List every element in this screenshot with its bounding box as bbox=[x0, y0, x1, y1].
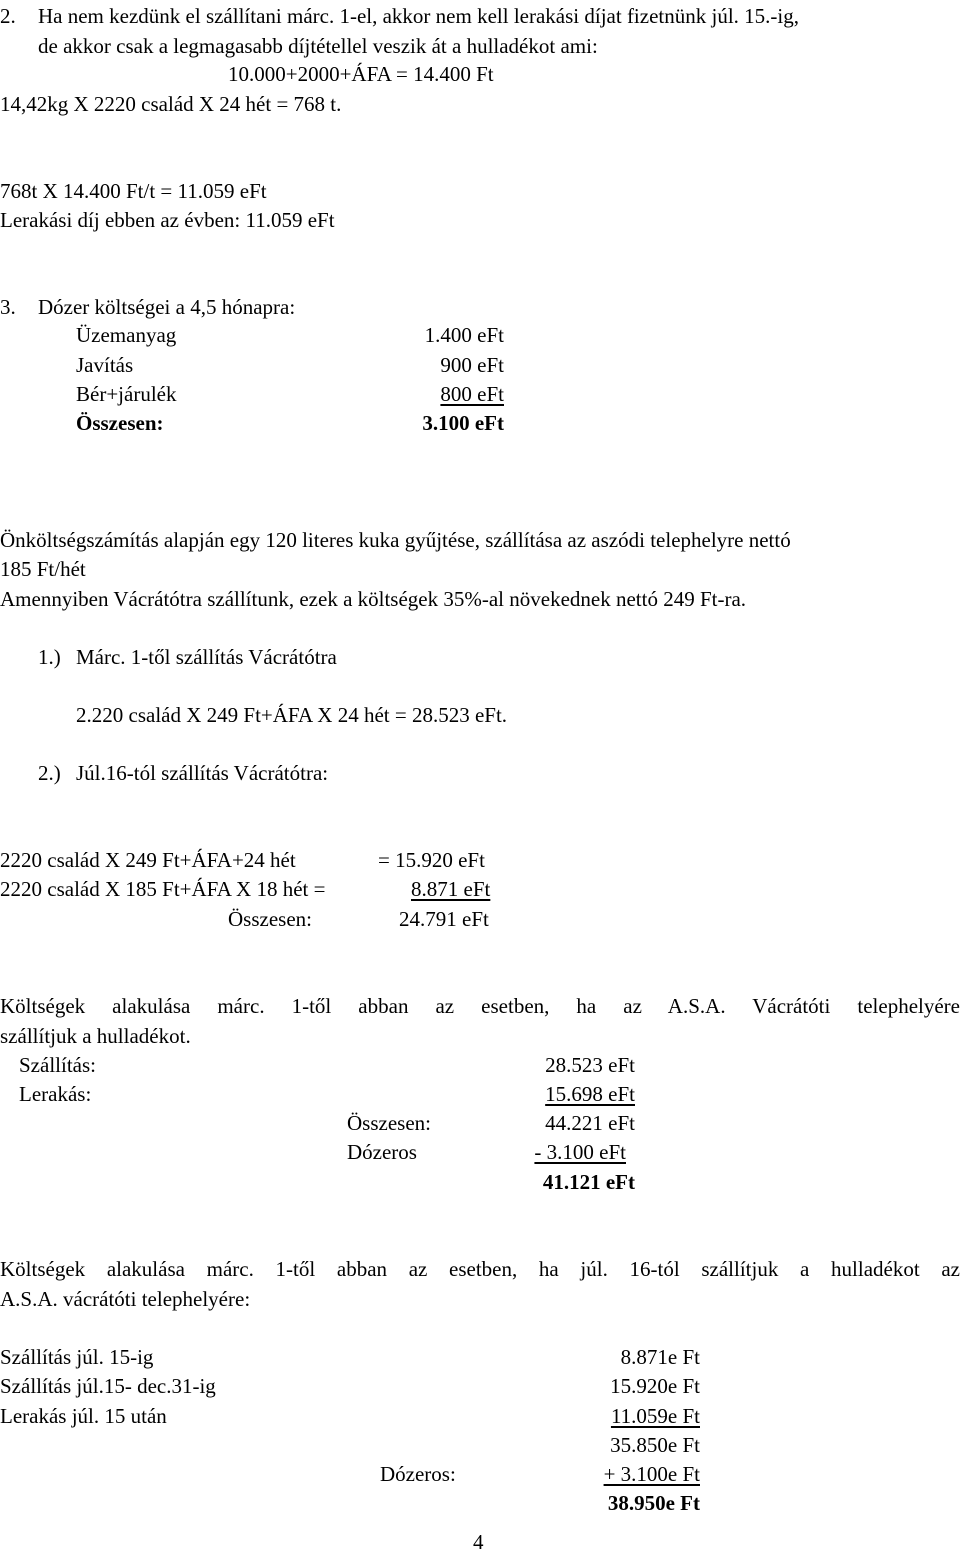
july-row1-label: Szállítás júl. 15-ig bbox=[0, 1345, 154, 1369]
march-total-value: 44.221 eFt bbox=[545, 1111, 635, 1135]
point2-line6: Lerakási díj ebben az évben: 11.059 eFt bbox=[0, 208, 335, 232]
july-dozer-value: + 3.100e Ft bbox=[603, 1462, 700, 1486]
dozer-costs-title: Dózer költségei a 4,5 hónapra: bbox=[38, 295, 296, 319]
case2-title: Júl.16-tól szállítás Vácrátótra: bbox=[76, 761, 329, 785]
dump-value: 15.698 eFt bbox=[545, 1082, 635, 1106]
dozer-fuel-label: Üzemanyag bbox=[76, 323, 177, 347]
list-marker-3: 3. bbox=[0, 295, 16, 319]
dozer-total-label: Összesen: bbox=[76, 411, 164, 435]
list-marker-2: 2. bbox=[0, 4, 16, 28]
selfcost-line3: Amennyiben Vácrátótra szállítunk, ezek a költségek 35%-al növekednek nettó 249 Ft-ra. bbox=[0, 587, 747, 611]
costs-march-line1: Költségek alakulása márc. 1-től abban az esetben, ha az A.S.A. Vácrátóti telephelyére bbox=[0, 994, 960, 1018]
dozer-total-value: 3.100 eFt bbox=[422, 411, 504, 435]
case2-total-label: Összesen: bbox=[228, 907, 312, 931]
case2-row2-label: 2220 család X 185 Ft+ÁFA X 18 hét = bbox=[0, 877, 326, 901]
selfcost-line2: 185 Ft/hét bbox=[0, 557, 86, 581]
march-final-value: 41.121 eFt bbox=[542, 1170, 635, 1194]
march-total-label: Összesen: bbox=[347, 1111, 431, 1135]
dozer-wage-label: Bér+járulék bbox=[76, 382, 177, 406]
july-dozer-label: Dózeros: bbox=[380, 1462, 456, 1486]
point2-line5: 768t X 14.400 Ft/t = 11.059 eFt bbox=[0, 179, 267, 203]
costs-july-line1: Költségek alakulása márc. 1-től abban az esetben, ha júl. 16-tól szállítjuk a hulladékot az bbox=[0, 1257, 960, 1281]
case1-calc: 2.220 család X 249 Ft+ÁFA X 24 hét = 28.523 eFt. bbox=[76, 703, 508, 727]
dozer-fuel-value: 1.400 eFt bbox=[424, 323, 504, 347]
case2-total-value: 24.791 eFt bbox=[399, 907, 489, 931]
costs-july-line2: A.S.A. vácrátóti telephelyére: bbox=[0, 1287, 251, 1311]
dozer-repair-value: 900 eFt bbox=[440, 353, 504, 377]
point2-line2: de akkor csak a legmagasabb díjtétellel veszik át a hulladékot ami: bbox=[38, 34, 598, 58]
selfcost-line1: Önköltségszámítás alapján egy 120 literes kuka gyűjtése, szállítása az aszódi telephelyre nettó bbox=[0, 528, 791, 552]
transport-value: 28.523 eFt bbox=[545, 1053, 635, 1077]
case2-row1-value: = 15.920 eFt bbox=[378, 848, 485, 872]
dozer-repair-label: Javítás bbox=[76, 353, 134, 377]
transport-label: Szállítás: bbox=[19, 1053, 96, 1077]
march-dozer-value: - 3.100 eFt bbox=[534, 1140, 626, 1164]
page-number: 4 bbox=[473, 1530, 484, 1554]
july-final-value: 38.950e Ft bbox=[607, 1491, 700, 1515]
point2-line4: 14,42kg X 2220 család X 24 hét = 768 t. bbox=[0, 92, 342, 116]
july-row2-label: Szállítás júl.15- dec.31-ig bbox=[0, 1374, 216, 1398]
march-dozer-label: Dózeros bbox=[347, 1140, 417, 1164]
case1-title: Márc. 1-től szállítás Vácrátótra bbox=[76, 645, 337, 669]
july-row3-label: Lerakás júl. 15 után bbox=[0, 1404, 167, 1428]
point2-line1: Ha nem kezdünk el szállítani márc. 1-el, akkor nem kell lerakási díjat fizetnünk júl. 15.-ig, bbox=[38, 4, 799, 28]
dozer-wage-value: 800 eFt bbox=[440, 382, 504, 406]
costs-march-line2: szállítjuk a hulladékot. bbox=[0, 1024, 191, 1048]
july-row3-value: 11.059e Ft bbox=[610, 1404, 700, 1428]
july-row1-value: 8.871e Ft bbox=[620, 1345, 700, 1369]
case1-marker: 1.) bbox=[38, 645, 61, 669]
july-subtotal-value: 35.850e Ft bbox=[610, 1433, 700, 1457]
case2-marker: 2.) bbox=[38, 761, 61, 785]
case2-row1-label: 2220 család X 249 Ft+ÁFA+24 hét bbox=[0, 848, 296, 872]
case2-row2-value: 8.871 eFt bbox=[411, 877, 491, 901]
july-row2-value: 15.920e Ft bbox=[610, 1374, 700, 1398]
point2-line3: 10.000+2000+ÁFA = 14.400 Ft bbox=[228, 62, 494, 86]
dump-label: Lerakás: bbox=[19, 1082, 92, 1106]
